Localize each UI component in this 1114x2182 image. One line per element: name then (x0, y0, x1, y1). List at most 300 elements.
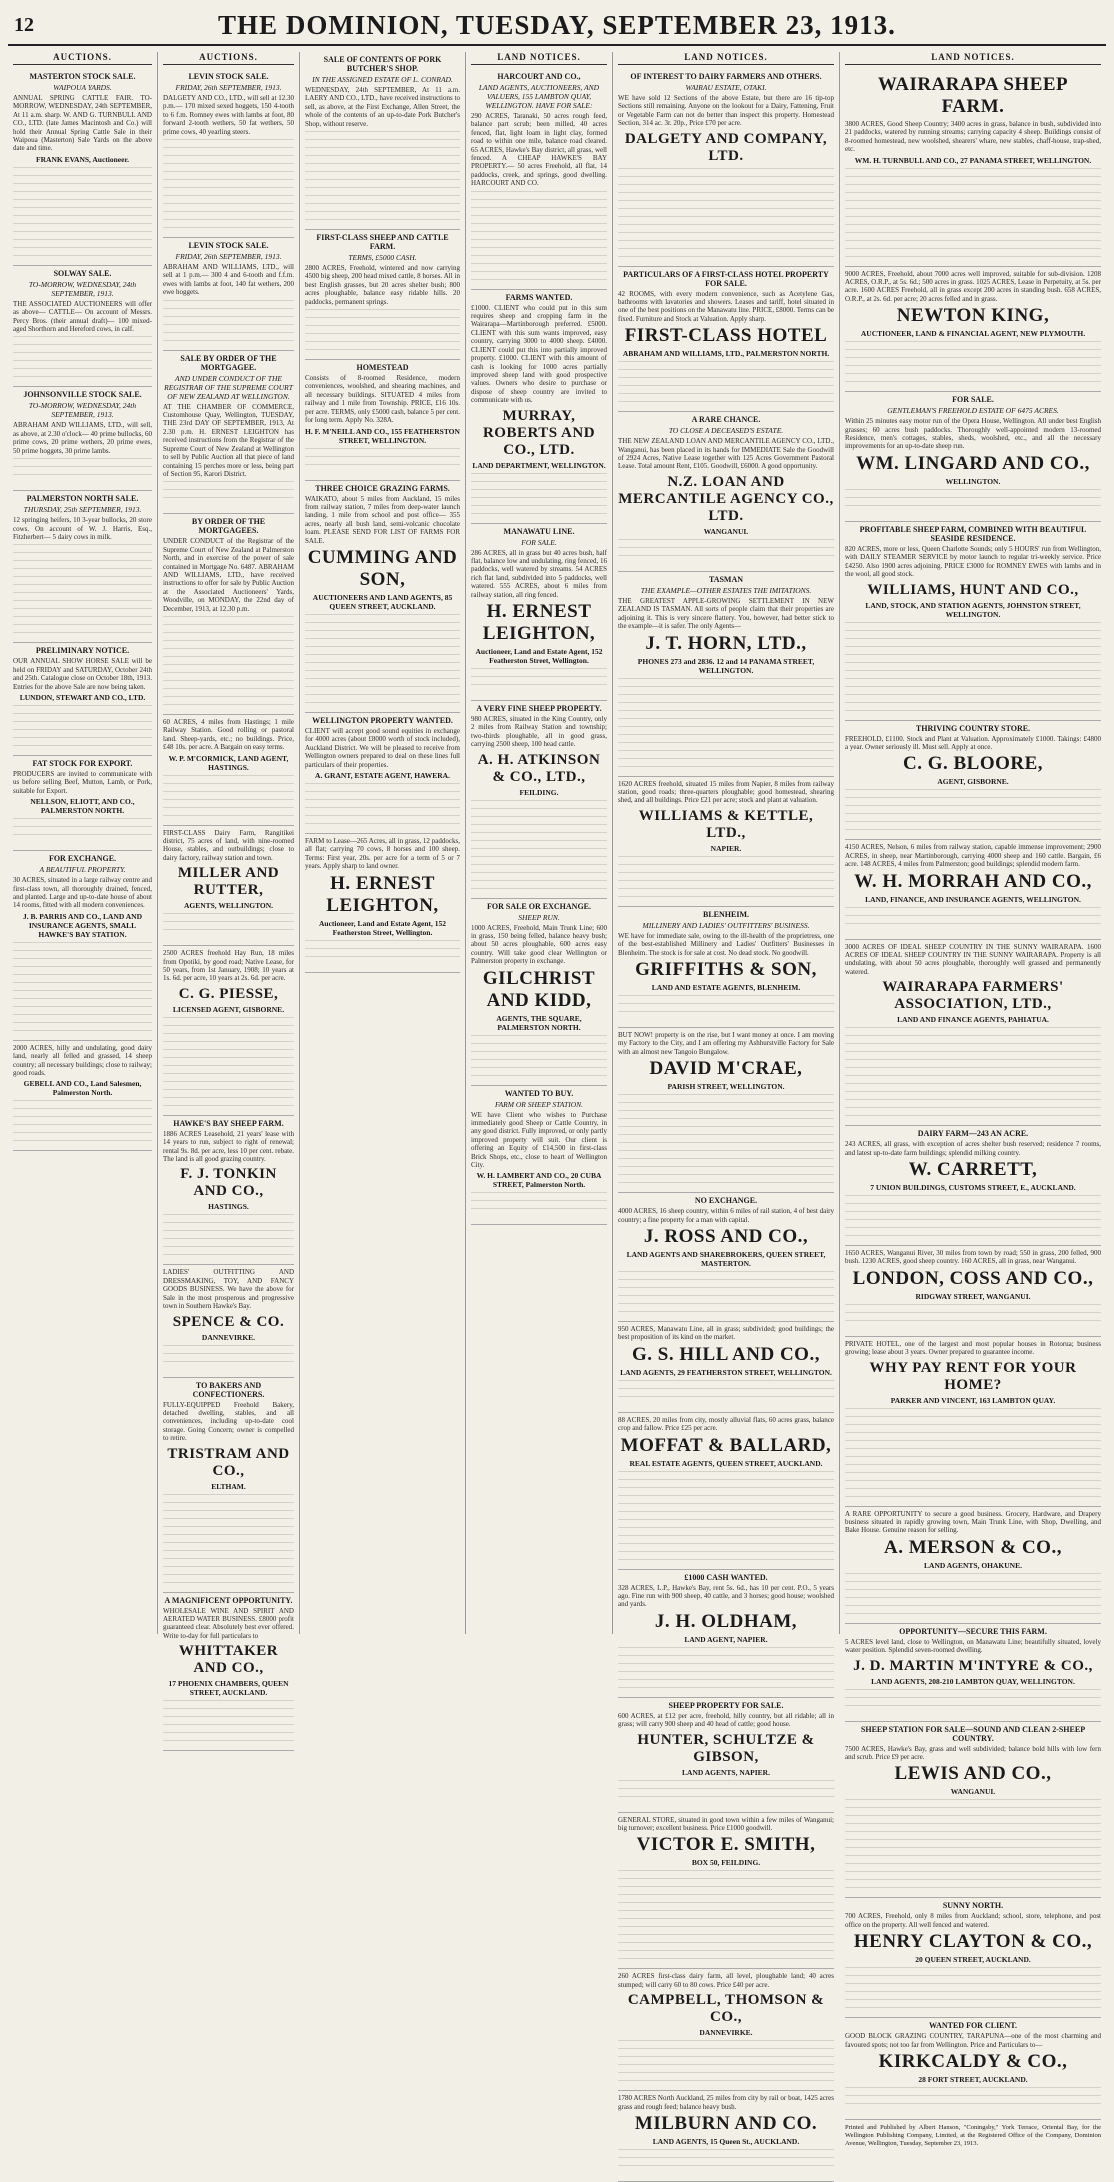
column-heading: AUCTIONS. (13, 52, 152, 65)
ad-signature: LUNDON, STEWART AND CO., LTD. (19, 692, 146, 702)
small-print-lines (845, 1689, 1101, 1713)
small-print-lines (618, 678, 834, 768)
ad-heading: THREE CHOICE GRAZING FARMS. (315, 483, 450, 493)
ad-body-text: PRODUCERS are invited to communicate with us before selling Beef, Mutton, Lamb, or Pork, suitable for Export. (13, 769, 152, 795)
small-print-lines (13, 818, 152, 842)
classified-ad (845, 721, 1101, 841)
column-3 (300, 52, 466, 1634)
classified-ad (845, 267, 1101, 393)
ad-body-text: 5 ACRES level land, close to Wellington, on Manawatu Line; beautifully situated, lovely water position. Splendid seven-roomed dwelling. (845, 1637, 1101, 1655)
ad-signature: PARKER AND VINCENT, 163 LAMBTON QUAY. (890, 1395, 1056, 1405)
ad-body-text: OUR ANNUAL SHOW HORSE SALE will be held on FRIDAY and SATURDAY, October 24th and 25th. Catalogue close on October 18th, 1913. Entries for the above Sale are now being taken. (13, 657, 152, 691)
ad-subheading: FOR SALE. (521, 537, 557, 547)
ad-body-text: UNDER CONDUCT of the Registrar of the Supreme Court of New Zealand at Palmerston North, and in exercise of the power of sale contained in Mortgage No. 6487. ABRAHAM AND WILLIAMS, LTD., have received instructions to offer for sale by Public Auction at the Associated Auctioneers' Yards, Woodville, on MONDAY, the 22nd day of December, 1913, at 12.30 p.m. (163, 537, 294, 613)
ad-heading: TO BAKERS AND CONFECTIONERS. (192, 1380, 265, 1399)
small-print-lines (618, 1870, 834, 1960)
ad-signature: FEILDING. (519, 787, 559, 797)
classified-ad (845, 1722, 1101, 1899)
ad-signature: AGENTS, WELLINGTON. (183, 901, 274, 911)
ad-body-text: FIRST-CLASS Dairy Farm, Rangitikei district, 75 acres of land, with nine-roomed House, stables, and outbuildings; close to dairy factory, railway station and town. (163, 828, 294, 862)
ad-body-text: 2800 ACRES, Freehold, wintered and now carrying 4500 big sheep, 200 head mixed cattle, 8 horses. All in best English grasses, but 20 acres shelter bush; 800 acres ploughable, balance easy ridable hills. 20 paddocks, permanent springs. (305, 264, 460, 306)
ad-body-text: THE ASSOCIATED AUCTIONEERS will offer as above— CATTLE— On account of Messrs. Percy Bros. (their annual draft)— 100 mixed-aged Shorthorn and Hereford cows, in calf. (13, 299, 152, 334)
column-5 (613, 52, 840, 2147)
classified-ad (471, 1086, 607, 1226)
ad-signature: LAND AND FINANCE AGENTS, PAHIATUA. (897, 1015, 1049, 1025)
ad-body-text: 290 ACRES, Taranaki, 50 acres rough feed, balance part scrub; been milled, 40 acres fenced, flat, light loam in light clay, formed road to within one mile, balance road cleared. 65 ACRES, Hawke's Bay district, all grass, well fenced. A CHEAP HAWKE'S BAY PROPERTY.— 50 acres Freehold, all flat, 14 paddocks, creek, and springs, good dwelling. HARCOURT AND CO. (471, 112, 607, 188)
ad-display-name: HENRY CLAYTON & CO., (853, 1931, 1093, 1953)
ad-heading: FIRST-CLASS SHEEP AND CATTLE FARM. (316, 233, 449, 252)
column-heading: LAND NOTICES. (471, 52, 607, 65)
small-print-lines (305, 448, 460, 472)
small-print-lines (845, 168, 1101, 258)
ad-subheading: THURSDAY, 25th SEPTEMBER, 1913. (23, 505, 142, 515)
classified-ad (618, 1813, 834, 1970)
ad-body-text: 1620 ACRES freehold, situated 15 miles from Napier, 8 miles from railway station, good roads; three-quarters ploughable; good homestead, shearing shed, and all buildings. Price £21 per acre; stock and plant at valuation. (618, 779, 834, 805)
ad-signature: WANGANUI. (703, 526, 749, 536)
ad-display-name: J. T. HORN, LTD., (645, 632, 807, 654)
ad-body-text: 42 ROOMS, with every modern convenience, such as Acetylene Gas, bathrooms with lavatories and showers. Leases and tariff, hotel situated in one of the best positions on the Manawatu line. PRICE, £8000. Terms can be fixed. Furniture and Stock at Valuation. Apply sharp. (618, 289, 834, 323)
ad-signature: LAND AGENT, NAPIER. (684, 1634, 768, 1644)
ad-body-text: WAIKATO, about 5 miles from Auckland, 15 miles from railway station, 7 miles from deep-water launch landing, 1 mile from school and post office— 355 acres, nearly all bush land, semi-volcanic chocolate loam. PLEASE SEND FOR LIST OF FARMS FOR SALE. (305, 494, 460, 545)
ad-display-name: WAIRARAPA FARMERS' ASSOCIATION, LTD., (882, 979, 1064, 1013)
ad-signature: GEBELL AND CO., Land Salesmen, Palmerston North. (23, 1079, 142, 1098)
ad-signature: AGENT, GISBORNE. (937, 777, 1009, 787)
ad-body-text: 88 ACRES, 20 miles from city, mostly alluvial flats, 60 acres grass, balance crop and fallow. Price £25 per acre. (618, 1415, 834, 1433)
ad-subheading: A BEAUTIFUL PROPERTY. (39, 865, 126, 875)
classified-ad (305, 230, 460, 360)
classified-ad (618, 777, 834, 907)
small-print-lines (845, 1027, 1101, 1117)
classified-ad (618, 1698, 834, 1813)
classified-ad (13, 69, 152, 266)
ad-body-text: 4000 ACRES, 16 sheep country, within 6 miles of rail station, 4 of best dairy country; a fine property for a man with capital. (618, 1207, 834, 1224)
ad-signature: LAND, FINANCE, AND INSURANCE AGENTS, WELLINGTON. (865, 894, 1081, 904)
ad-columns (8, 52, 1106, 2148)
small-print-lines (618, 1780, 834, 1804)
ad-display-name: A. H. ATKINSON & CO., LTD., (477, 751, 601, 785)
ad-signature: RIDGWAY STREET, WANGANUI. (915, 1291, 1031, 1301)
ad-heading: SALE BY ORDER OF THE MORTGAGEE. (180, 353, 277, 372)
classified-ad (163, 69, 294, 238)
ad-display-name: W. CARRETT, (908, 1158, 1038, 1180)
column-4 (466, 52, 613, 1634)
small-print-lines (618, 1271, 834, 1313)
ad-heading: SUNNY NORTH. (942, 1901, 1004, 1911)
ad-signature: AUCTIONEER, LAND & FINANCIAL AGENT, NEW PLYMOUTH. (860, 329, 1086, 339)
column-heading: AUCTIONS. (163, 52, 294, 65)
ad-signature: 7 UNION BUILDINGS, CUSTOMS STREET, E., AUCKLAND. (870, 1182, 1076, 1192)
classified-ad (471, 69, 607, 290)
ad-signature: PARISH STREET, WELLINGTON. (667, 1082, 785, 1092)
page-number: 12 (14, 14, 34, 36)
ad-signature: WM. H. TURNBULL AND CO., 27 PANAMA STREET, WELLINGTON. (854, 155, 1092, 165)
ad-display-name: H. ERNEST LEIGHTON, (482, 600, 596, 644)
ad-display-name: J. ROSS AND CO., (643, 1225, 809, 1247)
small-print-lines (305, 131, 460, 221)
small-print-lines (845, 1573, 1101, 1615)
small-print-lines (845, 622, 1101, 712)
ad-body-text: THE GREATEST APPLE-GROWING SETTLEMENT IN NEW ZEALAND IS TASMAN. All sorts of people claim that their properties are adjoining it. This is very sincere flattery. You, however, had better stick to the example—it is safer. The only Agents— (618, 596, 834, 631)
small-print-lines (845, 1967, 1101, 2009)
classified-ad (163, 826, 294, 947)
ad-heading: A VERY FINE SHEEP PROPERTY. (476, 703, 602, 713)
ad-display-name: KIRKCALDY & CO., (878, 2051, 1068, 2073)
ad-body-text: FULLY-EQUIPPED Freehold Bakery, detached dwelling, stables, and all conveniences, including up-to-date cool storage. Going Concern; owner is compelled to retire. (163, 1400, 294, 1443)
ad-display-name: WILLIAMS, HUNT AND CO., (867, 581, 1079, 598)
small-print-lines (845, 1408, 1101, 1498)
ad-display-name: J. H. OLDHAM, (654, 1610, 798, 1632)
ad-heading: WELLINGTON PROPERTY WANTED. (312, 715, 453, 725)
ad-signature: 20 QUEEN STREET, AUCKLAND. (915, 1955, 1031, 1965)
ad-signature: DANNEVIRKE. (201, 1332, 256, 1342)
small-print-lines (845, 489, 1101, 513)
classified-ad (618, 572, 834, 777)
ad-heading: NO EXCHANGE. (694, 1196, 758, 1206)
ad-heading: A RARE CHANCE. (691, 415, 761, 425)
small-print-lines (618, 1380, 834, 1404)
small-print-lines (13, 458, 152, 482)
ad-signature: BOX 50, FEILDING. (691, 1858, 761, 1868)
classified-ad (13, 643, 152, 756)
ad-subheading: TO-MORROW, WEDNESDAY, 24th SEPTEMBER, 1913. (28, 401, 137, 420)
ad-heading: PROFITABLE SHEEP FARM, COMBINED WITH BEAUTIFUL SEASIDE RESIDENCE. (859, 524, 1087, 543)
classified-ad (471, 290, 607, 524)
ad-body-text: ABRAHAM AND WILLIAMS, LTD., will sell, as above, at 2.30 o'clock— 40 prime bullocks, 60 prime cows, 20 prime wethers, 20 prime ewes, 50 prime hoggets, 30 prime lambs. (13, 421, 152, 455)
ad-heading: PRELIMINARY NOTICE. (35, 646, 130, 656)
ad-signature: W. H. LAMBERT AND CO., 20 CUBA STREET, Palmerston North. (476, 1171, 602, 1190)
ad-signature: LAND AGENTS, 29 FEATHERSTON STREET, WELLINGTON. (620, 1367, 832, 1377)
small-print-lines (618, 1471, 834, 1561)
ad-body-text: 950 ACRES, Manawatu Line, all in grass; subdivided; good buildings; the best proposition of its kind on the market. (618, 1324, 834, 1342)
ad-signature: LAND AGENTS, NAPIER. (682, 1767, 770, 1777)
ad-body-text: A RARE OPPORTUNITY to secure a good business. Grocery, Hardware, and Drapery business situated in rapidly growing town, Main Trunk Line, with Shop, Dwelling, and Bake House. Genuine reason for selling. (845, 1509, 1101, 1535)
ad-heading: FOR SALE OR EXCHANGE. (486, 901, 591, 911)
ad-body-text: 2000 ACRES, hilly and undulating, good dairy land, nearly all felled and grassed, 14 sheep country; all necessary buildings; close to railway; good roads. (13, 1043, 152, 1077)
ad-heading: BLENHEIM. (702, 909, 749, 919)
ad-body-text: WE have Client who wishes to Purchase immediately good Sheep or Cattle Country, in any good district. Fully improved, or only partly improved property will suit. Our client is offering an Equity of £14,500 in first-class Brick Shops, etc., close to heart of Wellington City. (471, 1110, 607, 1170)
ad-body-text: Within 25 minutes easy motor run of the Opera House, Wellington. All under best English grasses; 60 acres bush paddocks. Thoroughly well-appointed modern 13-roomed Residence, men's cottages, stables, sheds, woolshed, etc., and all the necessary improvements for an up-to-date sheep run. (845, 417, 1101, 451)
ad-display-name: CAMPBELL, THOMSON & CO., (627, 1992, 825, 2026)
small-print-lines (618, 856, 834, 898)
ad-display-name: TRISTRAM AND CO., (167, 1445, 290, 1479)
classified-ad (163, 514, 294, 715)
classified-ad (845, 522, 1101, 721)
small-print-lines (163, 1214, 294, 1256)
ad-heading: LEVIN STOCK SALE. (188, 241, 269, 251)
small-print-lines (163, 775, 294, 817)
classified-ad (618, 1570, 834, 1698)
ad-body-text: 2500 ACRES freehold Hay Run, 18 miles from Opotiki, by good road; Native Lease, for 50 years, from 1st January, 1908; 10 years at 1s. 6d. per acre, 10 years at 2s. 6d. per acre. (163, 949, 294, 983)
small-print-lines (618, 1094, 834, 1184)
ad-heading: £1000 CASH WANTED. (684, 1572, 768, 1582)
ad-body-text: 1000 ACRES, Freehold, Main Trunk Line; 600 in grass, 150 being felled, balance heavy bush; about 50 acres ploughable, 600 acres easy country. Will take good clear Wellington or Palmerston property in exchange. (471, 923, 607, 966)
ad-heading: HAWKE'S BAY SHEEP FARM. (173, 1118, 284, 1128)
column-6 (840, 52, 1106, 2148)
ad-heading: FOR SALE. (952, 395, 994, 405)
small-print-lines (163, 1017, 294, 1107)
ad-heading: BY ORDER OF THE MORTGAGEES. (191, 517, 266, 536)
small-print-lines (471, 800, 607, 890)
small-print-lines (845, 341, 1101, 383)
ad-body-text: WEDNESDAY, 24th SEPTEMBER, At 11 a.m. LAERY AND CO., LTD., have received instructions to sell, as above, at the First Exchange, Allen Street, the whole of the contents of an up-to-date Pork Butcher's Shop, without reserve. (305, 86, 460, 128)
small-print-lines (305, 783, 460, 825)
classified-ad (845, 1337, 1101, 1507)
classified-ad (471, 524, 607, 701)
ad-signature: PHONES 273 and 2836. 12 and 14 PANAMA STREET, WELLINGTON. (637, 656, 815, 675)
ad-signature: ABRAHAM AND WILLIAMS, LTD., PALMERSTON NORTH. (622, 349, 830, 359)
ad-display-name: WHITTAKER AND CO., (178, 1643, 279, 1677)
ad-heading: SALE OF CONTENTS OF PORK BUTCHER'S SHOP. (323, 55, 442, 73)
classified-ad (163, 1265, 294, 1377)
small-print-lines (618, 2149, 834, 2173)
ad-display-name: LONDON, COSS AND CO., (852, 1267, 1094, 1289)
classified-ad (305, 52, 460, 230)
small-print-lines (305, 614, 460, 704)
ad-display-name: WHY PAY RENT FOR YOUR HOME? (869, 1359, 1077, 1393)
ad-signature: FRANK EVANS, Auctioneer. (36, 154, 129, 164)
ad-body-text: 1650 ACRES, Wanganui River, 30 miles from town by road; 550 in grass, 200 felled, 900 bush. 1230 ACRES, good sheep country. 160 ACRES, all in grass, near Wanganui. (845, 1248, 1101, 1266)
ad-body-text: LADIES' OUTFITTING AND DRESSMAKING, TOY, AND FANCY GOODS BUSINESS. We have the above for Sale in the most prosperous and progressive town in Southern Hawke's Bay. (163, 1268, 294, 1311)
ad-body-text: Consists of 8-roomed Residence, modern conveniences, woolshed, and shearing machines, and all necessary buildings. SITUATED 4 miles from railway and 1 mile from Township. PRICE, £16 10s. per acre. TERMS, only £5000 cash, balance 5 per cent. for long term. Apply No. 328A. (305, 374, 460, 425)
small-print-lines (618, 539, 834, 563)
ad-subheading: TO-MORROW, WEDNESDAY, 24th SEPTEMBER, 1913. (28, 279, 137, 298)
column-1 (8, 52, 158, 1634)
small-print-lines (471, 668, 607, 692)
ad-heading: TASMAN (708, 574, 744, 584)
classified-ad (618, 412, 834, 572)
small-print-lines (305, 940, 460, 964)
ad-body-text: 600 ACRES, at £12 per acre, freehold, hilly country, but all ridable; all in grass; will carry 900 sheep and 40 head of cattle; good house. (618, 1711, 834, 1729)
classified-ad (618, 267, 834, 413)
ad-signature: Auctioneer, Land and Estate Agent, 152 Featherston Street, Wellington. (318, 918, 447, 937)
ad-body-text: 820 ACRES, more or less, Queen Charlotte Sounds; only 5 HOURS' run from Wellington, with DAILY STEAMER SERVICE by motor launch to regular tri-weekly service. Price £4250. Also 1900 acres adjoining. PRICE £3000 for ROMNEY EWES with lambs and in the wool, all good stock. (845, 544, 1101, 579)
ad-signature: REAL ESTATE AGENTS, QUEEN STREET, AUCKLAND. (629, 1458, 823, 1468)
ad-body-text: 700 ACRES, Freehold, only 8 miles from Auckland; school, store, telephone, and post office on the property. All well fenced and watered. (845, 1912, 1101, 1929)
ad-display-name: G. S. HILL AND CO., (632, 1343, 820, 1365)
ad-display-name: J. D. MARTIN M'INTYRE & CO., (853, 1657, 1093, 1674)
ad-display-name: GRIFFITHS & SON, (635, 958, 817, 980)
ad-display-name: MOFFAT & BALLARD, (620, 1434, 832, 1456)
ad-signature: 28 FORT STREET, AUCKLAND. (918, 2075, 1028, 2085)
ad-signature: AGENTS, THE SQUARE, PALMERSTON NORTH. (496, 1013, 582, 1032)
ad-display-name: W. H. MORRAH AND CO., (854, 870, 1092, 892)
ad-heading: DAIRY FARM—243 AN ACRE. (917, 1129, 1029, 1139)
ad-signature: NAPIER. (710, 843, 742, 853)
ad-signature: AUCTIONEERS AND LAND AGENTS, 85 QUEEN STREET, AUCKLAND. (312, 592, 453, 611)
ad-subheading: TERMS, £5000 CASH. (348, 253, 417, 263)
classified-ad (845, 940, 1101, 1127)
ad-heading: WANTED FOR CLIENT. (928, 2021, 1018, 2031)
small-print-lines (845, 1799, 1101, 1889)
ad-signature: Auctioneer, Land and Estate Agent, 152 Featherston Street, Wellington. (475, 646, 603, 665)
ad-heading: MASTERTON STOCK SALE. (29, 72, 136, 81)
ad-body-text: WHOLESALE WINE AND SPIRIT AND AERATED WATER BUSINESS. £8000 profit guaranteed clear. Absolutely best ever offered. Write to-day for full particulars to (163, 1606, 294, 1640)
ad-display-name: A. MERSON & CO., (884, 1536, 1062, 1558)
ad-heading: WANTED TO BUY. (504, 1088, 574, 1098)
small-print-lines (163, 616, 294, 706)
ad-subheading: FRIDAY, 26th SEPTEMBER, 1913. (175, 252, 282, 262)
ad-signature: WELLINGTON. (945, 476, 1001, 486)
column-heading: LAND NOTICES. (618, 52, 834, 65)
ad-signature: A. GRANT, ESTATE AGENT, HAWERA. (315, 770, 450, 780)
small-print-lines (13, 942, 152, 1032)
ad-body-text: GOOD BLOCK GRAZING COUNTRY, TARAPUNA—one of the most charming and favoured spots; not too far from Wellington. Price and Particulars to— (845, 2032, 1101, 2049)
ad-signature: HASTINGS. (208, 1202, 249, 1212)
ad-heading: FOR EXCHANGE. (48, 854, 117, 864)
classified-ad (13, 387, 152, 491)
small-print-lines (163, 1700, 294, 1742)
ad-heading: HARCOURT AND CO., (497, 72, 581, 81)
ad-body-text: 60 ACRES, 4 miles from Hastings; 1 mile Railway Station. Good rolling or pastoral land. Sheep-yards, etc.; no buildings. Price, £48 10s. per acre. A Bargain on easy terms. (163, 717, 294, 752)
ad-heading: HOMESTEAD (356, 363, 409, 373)
masthead (8, 6, 1106, 46)
small-print-lines (845, 789, 1101, 831)
ad-body-text: 328 ACRES, L.P., Hawke's Bay, rent 5s. 6d., has 10 per cent. P.O., 5 years ago. Fine run with 900 sheep, 40 cattle, and 3 horses; good house; woolshed and yards. (618, 1583, 834, 1609)
ad-heading: FAT STOCK FOR EXPORT. (32, 758, 133, 768)
ad-body-text: THE NEW ZEALAND LOAN AND MERCANTILE AGENCY CO., LTD., Wanganui, has been placed in its hands for IMMEDIATE Sale the Goodwill of 2924 Acres, Native Lease together with 125 Acres Government Pastoral Lease. Total amount Rent, £105. Goodwill, £6000. A good opportunity. (618, 437, 834, 471)
small-print-lines (13, 336, 152, 378)
ad-body-text: DALGETY AND CO., LTD., will sell at 12.30 p.m.— 170 mixed sexed hoggets, 150 4-tooth to 6 f.m. Romney ewes with lambs at foot, 80 forward 2-tooth wethers, 50 fat wethers, 50 prime cows, 40 yearling steers. (163, 94, 294, 136)
ad-display-name: SPENCE & CO. (172, 1313, 285, 1330)
ad-body-text: 286 ACRES, all in grass but 40 acres bush, half flat, balance low and undulating, ring fenced, 16 paddocks, well watered by streams. 54 ACRES rich flat land, subdivided into 5 paddocks, well watered. 555 ACRES, about 6 miles from railway station, all ring fenced. (471, 548, 607, 599)
classified-ad (845, 840, 1101, 939)
classified-ad (163, 1593, 294, 1752)
ad-heading: SHEEP STATION FOR SALE—SOUND AND CLEAN 2-SHEEP COUNTRY. (860, 1724, 1086, 1743)
classified-ad (13, 266, 152, 388)
ad-body-text: 12 springing heifers, 10 3-year bullocks, 20 store cows. On account of W. J. Harris, Esq., Fitzherbert— 5 dairy cows in milk. (13, 516, 152, 541)
ad-display-name: WAIRARAPA SHEEP FARM. (877, 74, 1069, 117)
classified-ad (163, 1378, 294, 1593)
ad-subheading: AND UNDER CONDUCT OF THE REGISTRAR OF THE SUPREME COURT OF NEW ZEALAND AT WELLINGTON. (164, 373, 293, 401)
small-print-lines (845, 1304, 1101, 1328)
ad-subheading: TO CLOSE A DECEASED'S ESTATE. (668, 426, 784, 436)
ad-signature: J. B. PARRIS AND CO., LAND AND INSURANCE AGENTS, SMALL HAWKE'S BAY STATION. (22, 911, 143, 939)
small-print-lines (13, 1100, 152, 1142)
ad-heading: A MAGNIFICENT OPPORTUNITY. (164, 1595, 293, 1605)
newspaper-title: THE DOMINION, TUESDAY, SEPTEMBER 23, 1913. (218, 10, 896, 40)
ad-heading: OPPORTUNITY—SECURE THIS FARM. (899, 1626, 1047, 1636)
classified-ad (845, 1507, 1101, 1624)
ad-body-text: 4150 ACRES, Nelson, 6 miles from railway station, capable immense improvement; 2900 ACRES, in sheep, near Martinborough, carrying 4000 sheep and 160 cattle. Bargain, £6 acre. 148 ACRES, 4 miles from Palmerston; good buildings; splendid modern farm. (845, 843, 1101, 869)
ad-body-text: AT THE CHAMBER OF COMMERCE, Customhouse Quay, Wellington, TUESDAY, THE 23rd DAY OF SEPTEMBER, 1913, At 2.30 p.m. H. ERNEST LEIGHTON has received instructions from the Registrar of the Supreme Court of New Zealand at Wellington to sell by Public Auction all that piece of land containing 15 perches more or less, being part of Section 95, Karori District. (163, 402, 294, 478)
classified-ad (163, 946, 294, 1116)
column-2 (158, 52, 300, 1698)
ad-display-name: VICTOR E. SMITH, (636, 1834, 816, 1856)
classified-ad (845, 1624, 1101, 1722)
small-print-lines (618, 361, 834, 403)
ad-body-text: 980 ACRES, situated in the King Country, only 2 miles from Railway Station and township; two-thirds ploughable, all in good grass, carrying 2500 sheep, 100 head cattle. (471, 714, 607, 749)
ad-subheading: GENTLEMAN'S FREEHOLD ESTATE OF 6475 ACRES. (887, 406, 1059, 416)
classified-ad (618, 1969, 834, 2091)
small-print-lines (618, 995, 834, 1019)
ad-subheading: FARM OR SHEEP STATION. (494, 1099, 584, 1109)
ad-signature: LAND AGENTS, 15 Queen St., AUCKLAND. (652, 2137, 800, 2147)
ad-signature: LAND AGENTS, OHAKUNE. (924, 1560, 1022, 1570)
small-print-lines (618, 1647, 834, 1689)
small-print-lines (471, 1192, 607, 1216)
ad-signature: ELTHAM. (211, 1481, 246, 1491)
classified-ad (845, 1898, 1101, 2018)
ad-signature: WANGANUI. (950, 1787, 996, 1797)
ad-subheading: WAIRAU ESTATE, OTAKI. (685, 83, 767, 92)
ad-body-text: 243 ACRES, all grass, with exception of acres shelter bush reserved; residence 7 rooms, and latest up-to-date farm buildings; splendid milking country. (845, 1140, 1101, 1157)
classified-ad (305, 481, 460, 713)
classified-ad (163, 1116, 294, 1266)
ad-subheading: FRIDAY, 26th SEPTEMBER, 1913. (175, 83, 282, 92)
newspaper-page (8, 6, 1106, 2148)
column-heading: LAND NOTICES. (845, 52, 1101, 65)
ad-body-text: 1780 ACRES North Auckland, 25 miles from city by rail or boat, 1425 acres grass and rough feed; balance heavy bush. (618, 2094, 834, 2111)
printer-imprint: Printed and Published by Albert Hanson, "Coningsby," York Terrace, Oriental Bay, for the Wellington Publishing Company, Limited, at the Registered Office of the Company, Dominion Avenue, Wellington, Tuesday, September 23, 1913. (845, 2124, 1101, 2148)
ad-body-text: FREEHOLD, £1100. Stock and Plant at Valuation. Approximately £1000. Takings: £4800 a year. Owner seriously ill. Must sell. Apply at once. (845, 734, 1101, 751)
classified-ad (305, 834, 460, 973)
ad-subheading: THE EXAMPLE—OTHER ESTATES THE IMITATIONS. (640, 585, 812, 595)
ad-display-name: C. G. BLOORE, (902, 753, 1044, 775)
ad-signature: LAND, STOCK, AND STATION AGENTS, JOHNSTON STREET, WELLINGTON. (865, 600, 1081, 619)
classified-ad (13, 756, 152, 851)
ad-display-name: C. G. PIESSE, (178, 985, 279, 1002)
small-print-lines (618, 168, 834, 258)
ad-display-name: LEWIS AND CO., (894, 1763, 1052, 1785)
ad-signature: NELLSON, ELIOTT, AND CO., PALMERSTON NORTH. (30, 797, 135, 816)
ad-body-text: 3000 ACRES OF IDEAL SHEEP COUNTRY IN THE SUNNY WAIRARAPA. 1600 ACRES OF IDEAL SHEEP COUNTRY IN THE SUNNY WAIRARAPA. Property is all undulating, with about 50 acres ploughable, thoroughly well grassed and permanently watered. (845, 942, 1101, 976)
small-print-lines (163, 139, 294, 229)
classified-ad (163, 351, 294, 515)
classified-ad (163, 715, 294, 826)
classified-ad (163, 238, 294, 351)
classified-ad (618, 1028, 834, 1193)
ad-body-text: ABRAHAM AND WILLIAMS, LTD., will sell at 1 p.m.— 300 4 and 6-tooth and f.f.m. ewes with lambs at foot, 140 fat wethers, 200 ewe hoggets. (163, 263, 294, 297)
small-print-lines (471, 1035, 607, 1077)
ad-heading: JOHNSONVILLE STOCK SALE. (23, 390, 142, 400)
classified-ad (618, 907, 834, 1028)
classified-ad (305, 713, 460, 834)
ad-display-name: MILLER AND RUTTER, (177, 865, 280, 899)
classified-ad (845, 1126, 1101, 1246)
ad-display-name: NEWTON KING, (896, 305, 1050, 327)
classified-ad (618, 1322, 834, 1413)
ad-signature: DANNEVIRKE. (699, 2028, 753, 2038)
classified-ad (845, 2018, 1101, 2120)
ad-body-text: 3800 ACRES, Good Sheep Country; 3400 acres in grass, balance in bush, subdivided into 21 paddocks, watered by running streams; carrying capacity 4 sheep. Buildings consist of 8-roomed homestead, new woolshed, shearers' whare, new stables, chaff-house, trap-shed, etc. (845, 120, 1101, 154)
small-print-lines (163, 1345, 294, 1369)
classified-ad (305, 360, 460, 480)
ad-body-text: CLIENT will accept good sound equities in exchange for 4000 acres (about £8000 worth of stock included), Auckland District. We will be pleased to receive from Wellington owners prepared to deal on these lines full particulars of their properties. (305, 726, 460, 769)
ad-subheading: MILLINERY AND LADIES' OUTFITTERS' BUSINESS. (642, 920, 810, 930)
ad-display-name: CUMMING AND SON, (307, 546, 458, 590)
ad-body-text: GENERAL STORE, situated in good town within a few miles of Wanganui; big turnover; excellent business. Price £1000 goodwill. (618, 1815, 834, 1833)
ad-display-name: WILLIAMS & KETTLE, LTD., (638, 807, 814, 841)
ad-heading: SOLWAY SALE. (53, 268, 112, 278)
small-print-lines (163, 913, 294, 937)
ad-display-name: DALGETY AND COMPANY, LTD. (624, 130, 828, 164)
small-print-lines (163, 1494, 294, 1584)
ad-body-text: 30 ACRES, situated in a large railway centre and first-class town, all thoroughly drained, fenced, and planted. Large and up-to-date house of about 14 rooms, fitted with all modern conveniences. (13, 876, 152, 910)
ad-subheading: IN THE ASSIGNED ESTATE OF L. CONRAD. (312, 75, 453, 84)
classified-ad (618, 69, 834, 267)
ad-body-text: BUT NOW! property is on the rise, but I want money at once. I am moving my Factory to the City, and I am offering my Ashhurstville Factory for Sale with an almost new Tangoio Bungalow. (618, 1030, 834, 1056)
small-print-lines (471, 473, 607, 515)
classified-ad (845, 392, 1101, 522)
ad-heading: SHEEP PROPERTY FOR SALE. (668, 1700, 784, 1710)
ad-display-name: DAVID M'CRAE, (649, 1058, 803, 1080)
ad-body-text: 260 ACRES first-class dairy farm, all level, ploughable land; 40 acres stumped; will carry 60 to 80 cows. Price £40 per acre. (618, 1972, 834, 1989)
ad-signature: 17 PHOENIX CHAMBERS, QUEEN STREET, AUCKLAND. (168, 1679, 289, 1698)
small-print-lines (163, 300, 294, 342)
ad-display-name: HUNTER, SCHULTZE & GIBSON, (637, 1731, 815, 1765)
classified-ad (618, 1413, 834, 1570)
ad-display-name: N.Z. LOAN AND MERCANTILE AGENCY CO., LTD. (618, 473, 834, 524)
